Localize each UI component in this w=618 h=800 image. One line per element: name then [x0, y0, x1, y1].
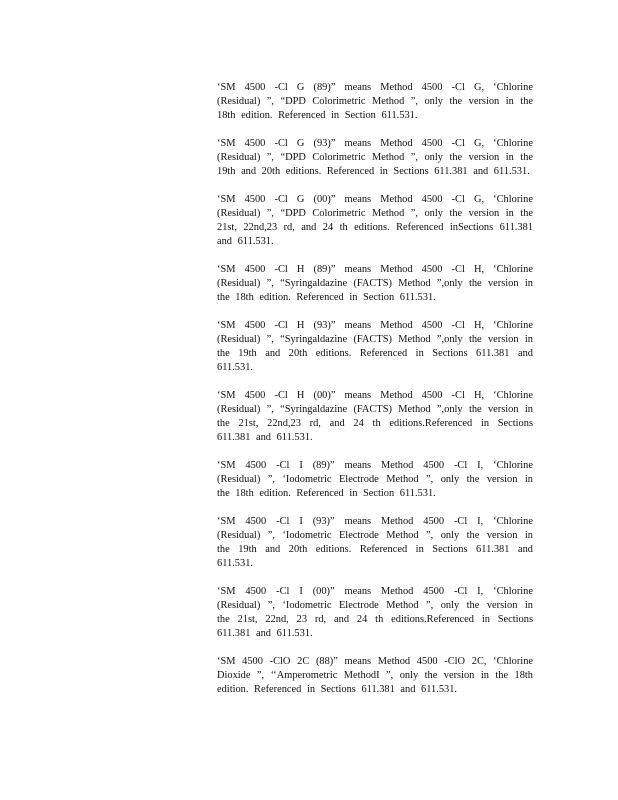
- definition-sm-4500-cl-h-93: [217, 319, 533, 375]
- definition-text: ‘SM 4500 -Cl H (93)” means Method 4500 -Cl H, ‘Chlorine (Residual) ”, “Syringaldazine (FACTS) Method ”,only the version in the 19th and 20th editions. Referenced in Sections 611.381 and 611.531.: [217, 320, 533, 373]
- definition-sm-4500-cl-g-89: [217, 81, 533, 123]
- definition-sm-4500-cl-h-00: [217, 389, 533, 445]
- definition-text: ‘SM 4500 -Cl H (00)” means Method 4500 -Cl H, ‘Chlorine (Residual) ”, “Syringaldazine (FACTS) Method ”,only the version in the 21st, 22nd,23 rd, and 24 th editions.Referenced in Sections 611.381 and 611.531.: [217, 390, 533, 443]
- definition-sm-4500-cl-h-89: [217, 263, 533, 305]
- definition-text: ‘SM 4500 -Cl H (89)” means Method 4500 -Cl H, ‘Chlorine (Residual) ”, “Syringaldazine (FACTS) Method ”,only the version in the 18th edition. Referenced in Section 611.531.: [217, 264, 533, 303]
- definition-sm-4500-cl-g-93: [217, 137, 533, 179]
- definition-sm-4500-cl-i-93: [217, 515, 533, 571]
- definition-sm-4500-cl-i-00: [217, 585, 533, 641]
- definition-text: ‘SM 4500 -Cl I (00)” means Method 4500 -Cl I, ‘Chlorine (Residual) ”, ‘Iodometric Electrode Method ”, only the version in the 21st, 22nd, 23 rd, and 24 th editions.Referenced in Sections 611.381 and 611.531.: [217, 586, 533, 639]
- definition-sm-4500-clo2-c-88: [217, 655, 533, 697]
- definition-text: ‘SM 4500 -Cl G (93)” means Method 4500 -Cl G, ‘Chlorine (Residual) ”, “DPD Colorimetric Method ”, only the version in the 19th and 20th editions. Referenced in Sections 611.381 and 611.531.: [217, 138, 533, 177]
- definition-text: ‘SM 4500 -Cl G (89)” means Method 4500 -Cl G, ‘Chlorine (Residual) ”, “DPD Colorimetric Method ”, only the version in the 18th edition. Referenced in Section 611.531.: [217, 82, 533, 121]
- definitions-column: [217, 81, 533, 711]
- definition-text: ‘SM 4500 -ClO 2C (88)” means Method 4500 -ClO 2C, ‘Chlorine Dioxide ”, ‘‘Amperometric MethodI ”, only the version in the 18th edition. Referenced in Sections 611.381 and 611.531.: [217, 656, 533, 695]
- definition-sm-4500-cl-g-00: [217, 193, 533, 249]
- definition-text: ‘SM 4500 -Cl I (93)” means Method 4500 -Cl I, ‘Chlorine (Residual) ”, ‘Iodometric Electrode Method ”, only the version in the 19th and 20th editions. Referenced in Sections 611.381 and 611.531.: [217, 516, 533, 569]
- definition-sm-4500-cl-i-89: [217, 459, 533, 501]
- definition-text: ‘SM 4500 -Cl G (00)” means Method 4500 -Cl G, ‘Chlorine (Residual) ”, “DPD Colorimetric Method ”, only the version in the 21st, 22nd,23 rd, and 24 th editions. Referenced inSections 611.381 and 611.531.: [217, 194, 533, 247]
- definition-text: ‘SM 4500 -Cl I (89)” means Method 4500 -Cl I, ‘Chlorine (Residual) ”, ‘Iodometric Electrode Method ”, only the version in the 18th edition. Referenced in Section 611.531.: [217, 460, 533, 499]
